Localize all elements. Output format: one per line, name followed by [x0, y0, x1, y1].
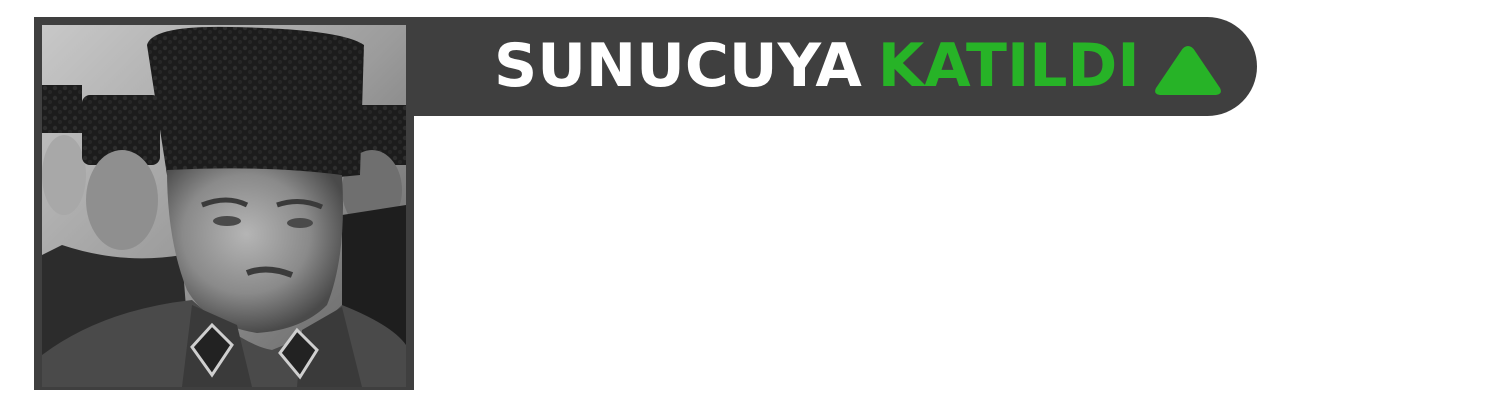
join-notification-banner: [414, 17, 1257, 116]
banner-label-status: KATILDI: [877, 31, 1140, 101]
up-triangle-icon: [1152, 42, 1224, 98]
banner-text: [494, 17, 1140, 116]
avatar-frame: [34, 17, 414, 390]
banner-label-main: SUNUCUYA: [494, 31, 862, 101]
avatar: [42, 25, 406, 387]
avatar-photo-icon: [42, 25, 406, 387]
